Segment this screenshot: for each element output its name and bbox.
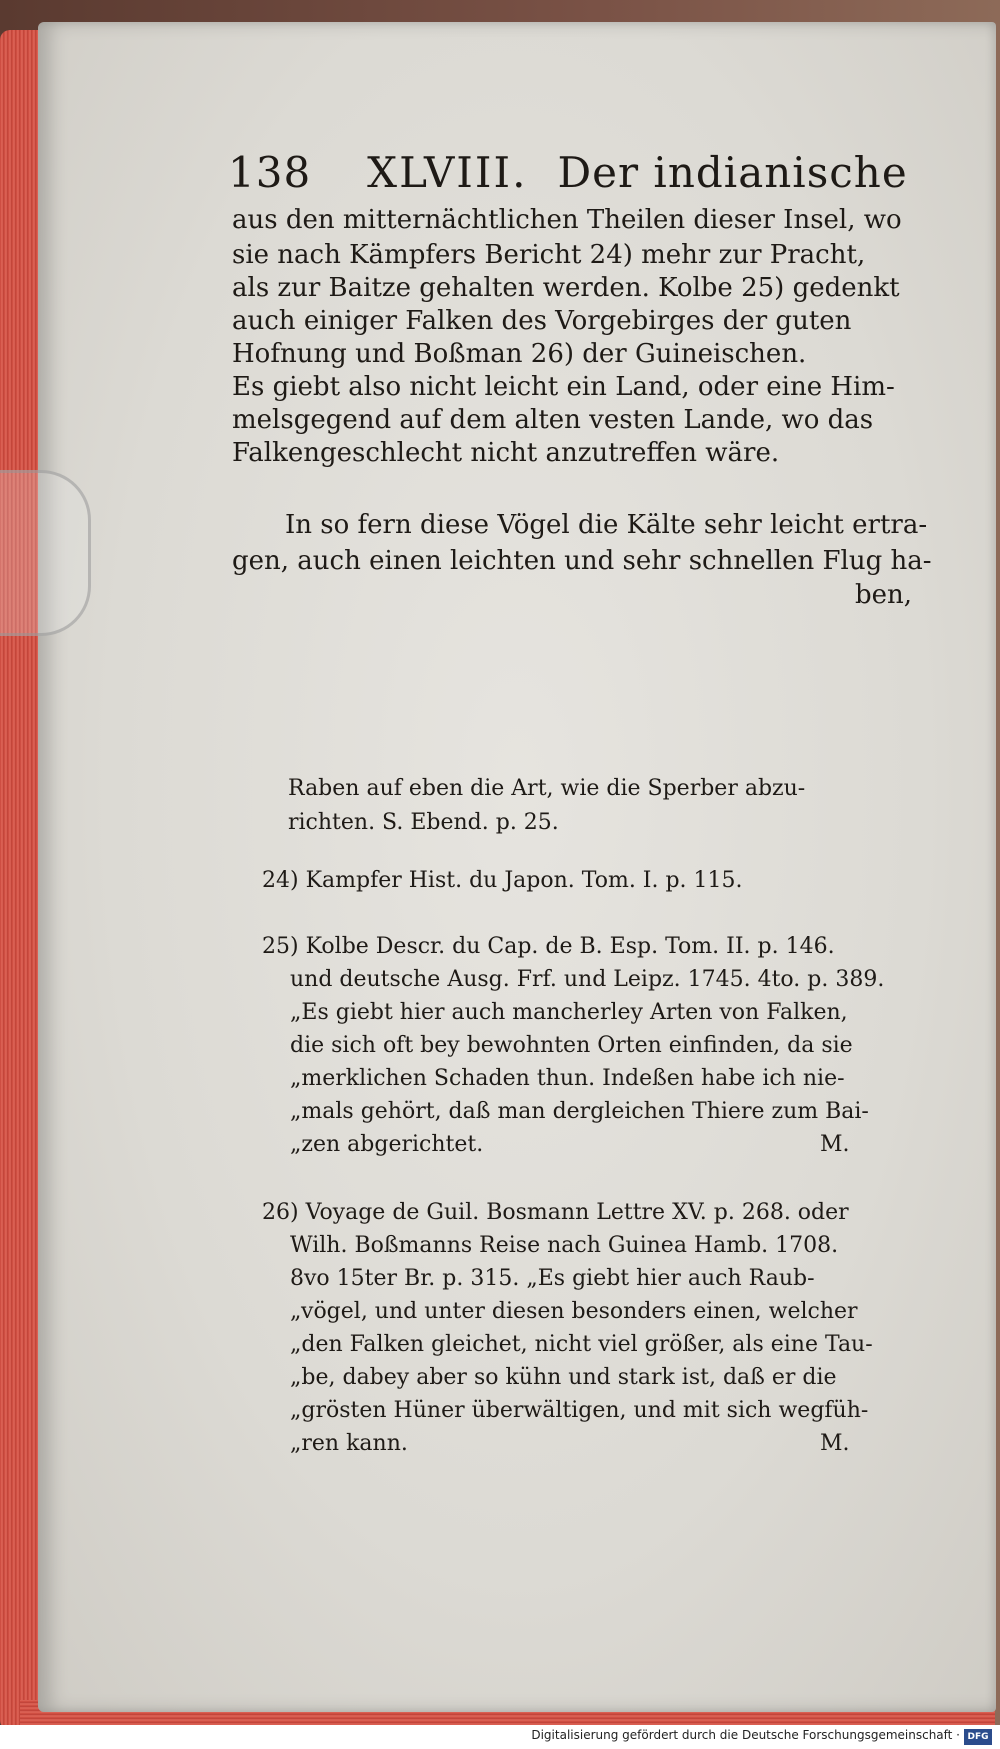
body-line: aus den mitternächtlichen Theilen dieser Insel, wo <box>232 205 902 235</box>
body-line: In so fern diese Vögel die Kälte sehr leicht ertra- <box>285 510 928 540</box>
footnote-24: 24) Kampfer Hist. du Japon. Tom. I. p. 115. <box>262 868 743 893</box>
page-clip <box>0 470 91 636</box>
body-line: melsgegend auf dem alten vesten Lande, wo das <box>232 405 874 435</box>
footnote-line: 8vo 15ter Br. p. 315. „Es giebt hier auch Raub- <box>290 1266 815 1291</box>
footnote-line: Wilh. Boßmanns Reise nach Guinea Hamb. 1708. <box>290 1233 839 1258</box>
body-line: Es giebt also nicht leicht ein Land, oder eine Him- <box>232 372 895 402</box>
footnote-signature: M. <box>820 1132 850 1157</box>
body-line: sie nach Kämpfers Bericht 24) mehr zur Pracht, <box>232 240 866 270</box>
footnote-line: „grösten Hüner überwältigen, und mit sich wegfüh- <box>290 1398 869 1423</box>
catchword: ben, <box>855 580 913 610</box>
footnote-line: „ren kann. <box>290 1431 408 1456</box>
footnote-26: 26) Voyage de Guil. Bosmann Lettre XV. p. 268. oder <box>262 1200 849 1225</box>
chapter-number: XLVIII. <box>367 148 528 197</box>
footnote-signature: M. <box>820 1431 850 1456</box>
footnote-line: und deutsche Ausg. Frf. und Leipz. 1745. 4to. p. 389. <box>290 967 885 992</box>
footnote-line: richten. S. Ebend. p. 25. <box>288 810 559 835</box>
body-line: gen, auch einen leichten und sehr schnellen Flug ha- <box>232 546 932 576</box>
footnote-line: „den Falken gleichet, nicht viel größer, als eine Tau- <box>290 1332 873 1357</box>
footnote-line: „be, dabey aber so kühn und stark ist, daß er die <box>290 1365 837 1390</box>
footnote-line: „mals gehört, daß man dergleichen Thiere zum Bai- <box>290 1099 869 1124</box>
footnote-line: „vögel, und unter diesen besonders einen, welcher <box>290 1299 858 1324</box>
footnote-line: „Es giebt hier auch mancherley Arten von Falken, <box>290 1000 848 1025</box>
body-line: Falkengeschlecht nicht anzutreffen wäre. <box>232 438 780 468</box>
running-title: Der indianische <box>557 148 908 197</box>
body-line: als zur Baitze gehalten werden. Kolbe 25) gedenkt <box>232 273 900 303</box>
body-line: Hofnung und Boßman 26) der Guineischen. <box>232 339 807 369</box>
page-header <box>228 148 908 197</box>
footnote-25: 25) Kolbe Descr. du Cap. de B. Esp. Tom. II. p. 146. <box>262 934 835 959</box>
footnote-line: „zen abgerichtet. <box>290 1132 484 1157</box>
footnote-line: die sich oft bey bewohnten Orten einfinden, da sie <box>290 1033 853 1058</box>
footer-credit: Digitalisierung gefördert durch die Deutsche Forschungsgemeinschaft · <box>531 1728 960 1742</box>
footnote-line: Raben auf eben die Art, wie die Sperber abzu- <box>288 776 806 801</box>
page-number: 138 <box>228 148 312 197</box>
body-line: auch einiger Falken des Vorgebirges der guten <box>232 306 852 336</box>
dfg-logo-icon: DFG <box>964 1729 992 1745</box>
digitization-footer <box>0 1725 1000 1749</box>
footnote-line: „merklichen Schaden thun. Indeßen habe ich nie- <box>290 1066 845 1091</box>
